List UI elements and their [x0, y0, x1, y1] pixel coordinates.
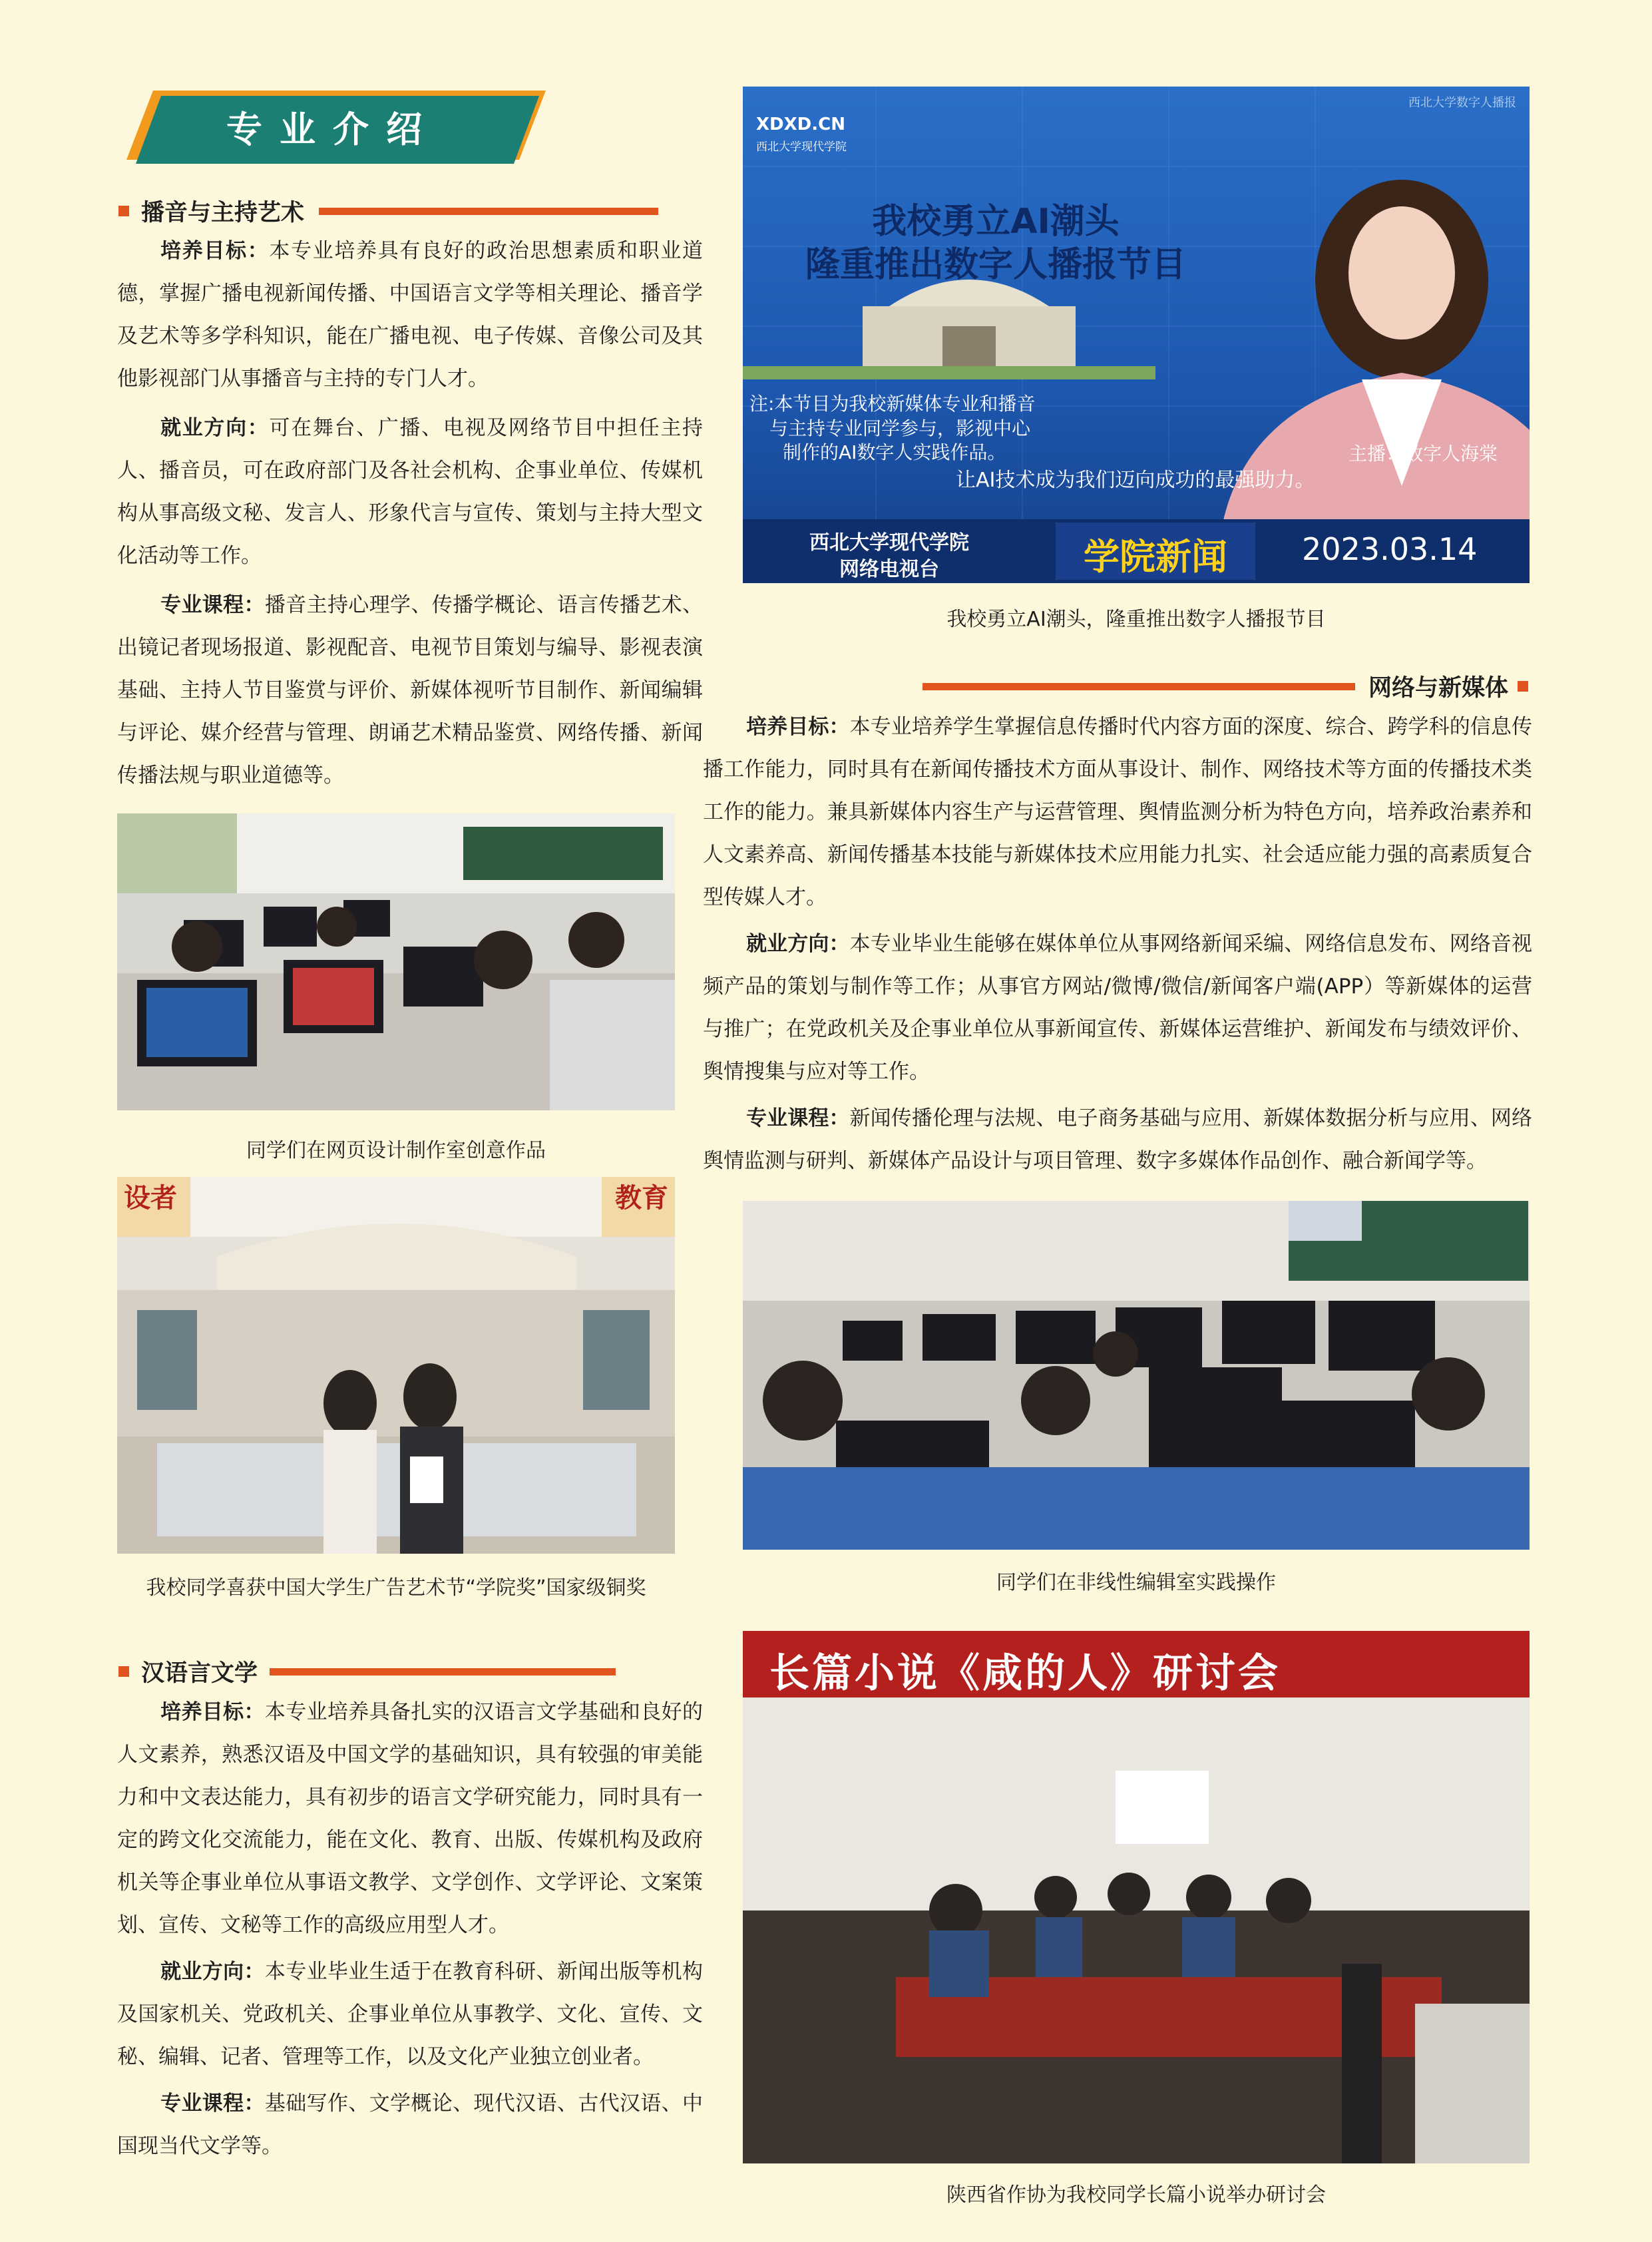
section-title-chinese: [118, 1655, 616, 1688]
square-bullet-icon: [1518, 681, 1528, 692]
photo-banner-left: 设者: [124, 1183, 177, 1214]
photo-ai-anchor: [743, 87, 1530, 583]
label: 就业方向：: [746, 932, 850, 956]
body: 本专业培养具备扎实的汉语言文学基础和良好的人文素养，熟悉汉语及中国文学的基础知识，具有较强的审美能力和中文表达能力，具有初步的语言文学研究能力，同时具有一定的跨文化交流能力，能在文化、教育、出版、传媒机构及政府机关等企事业单位从事语文教学、文学创作、文学评论、文案策划、宣传、文秘等工作的高级应用型人才。: [117, 1700, 703, 1937]
tv-background-graphic: [743, 87, 1530, 583]
tv-headline-1: 我校勇立AI潮头: [872, 202, 1120, 242]
tv-station-1: 西北大学现代学院: [809, 531, 969, 555]
square-bullet-icon: [118, 206, 129, 216]
tv-note-4: 让AI技术成为我们迈向成功的最强助力。: [956, 469, 1315, 492]
tv-logo: XDXD.CN: [756, 114, 845, 134]
label: 专业课程：: [746, 1106, 850, 1130]
newmedia-text: [703, 706, 1532, 1182]
award-scene-graphic: [117, 1177, 675, 1554]
square-bullet-icon: [118, 1666, 129, 1677]
broadcast-goal: [117, 230, 703, 400]
section-title-text: 播音与主持艺术: [141, 200, 305, 226]
body: 新闻传播伦理与法规、电子商务基础与应用、新媒体数据分析与应用、网络舆情监测与研判、新媒体产品设计与项目管理、数字多媒体作品创作、融合新闻学等。: [703, 1106, 1533, 1173]
chinese-goal: [117, 1691, 703, 1946]
broadcast-career: [117, 407, 703, 577]
tv-headline-2: 隆重推出数字人播报节目: [805, 245, 1186, 285]
body: 可在舞台、广播、电视及网络节目中担任主持人、播音员，可在政府部门及各社会机构、企事业单位、传媒机构从事高级文秘、发言人、形象代言与宣传、策划与主持大型文化活动等工作。: [117, 416, 704, 568]
caption-ai-anchor: 我校勇立AI潮头，隆重推出数字人播报节目: [946, 608, 1326, 631]
body: 本专业毕业生适于在教育科研、新闻出版等机构及国家机关、党政机关、企事业单位从事教学、文化、宣传、文秘、编辑、记者、管理等工作，以及文化产业独立创业者。: [117, 1960, 703, 2069]
caption-award: 我校同学喜获中国大学生广告艺术节“学院奖”国家级铜奖: [146, 1576, 646, 1600]
photo-web-design-lab: [117, 813, 675, 1110]
tv-host: 主播：数字人海棠: [1348, 443, 1498, 465]
newmedia-courses: [703, 1097, 1532, 1182]
label: 就业方向：: [160, 1960, 265, 1984]
newmedia-goal: [703, 706, 1532, 919]
label: 专业课程：: [160, 593, 265, 617]
chinese-text: [117, 1691, 703, 2167]
section-title-broadcast: [118, 194, 658, 228]
banner-title: 专业介绍: [226, 109, 439, 150]
broadcast-text: [117, 230, 703, 797]
photo-banner-right: 教育: [615, 1183, 668, 1214]
section-banner: [120, 91, 546, 164]
caption-seminar: 陕西省作协为我校同学长篇小说举办研讨会: [946, 2183, 1326, 2207]
tv-note-2: 与主持专业同学参与，影视中心: [769, 417, 1031, 439]
body: 本专业培养具有良好的政治思想素质和职业道德，掌握广播电视新闻传播、中国语言文学等相关理论、播音学及艺术等多学科知识，能在广播电视、电子传媒、音像公司及其他影视部门从事播音与主持的专门人才。: [117, 239, 704, 391]
body: 本专业培养学生掌握信息传播时代内容方面的深度、综合、跨学科的信息传播工作能力，同时具有在新闻传播技术方面从事设计、制作、网络技术等方面的传播技术类工作的能力。兼具新媒体内容生产与运营管理、舆情监测分析为特色方向，培养政治素养和人文素养高、新闻传播基本技能与新媒体技术应用能力扎实、社会适应能力强的高素质复合型传媒人才。: [703, 715, 1533, 909]
title-underline-bar: [923, 683, 1355, 690]
photo-editing-lab: [743, 1201, 1530, 1550]
label: 培养目标：: [746, 715, 850, 739]
caption-web-design-lab: 同学们在网页设计制作室创意作品: [246, 1139, 546, 1162]
label: 培养目标：: [160, 1700, 265, 1724]
seminar-scene-graphic: [743, 1631, 1530, 2163]
title-underline-bar: [270, 1668, 616, 1676]
body: 播音主持心理学、传播学概论、语言传播艺术、出镜记者现场报道、影视配音、电视节目策划与编导、影视表演基础、主持人节目鉴赏与评价、新媒体视听节目制作、新闻编辑与评论、媒介经营与管理、朗诵艺术精品鉴赏、网络传播、新闻传播法规与职业道德等。: [117, 593, 703, 787]
tv-note-1: 注:本节目为我校新媒体专业和播音: [749, 393, 1036, 415]
seminar-banner-text: 长篇小说《咸的人》研讨会: [769, 1650, 1281, 1697]
tv-date: 2023.03.14: [1302, 531, 1478, 567]
section-title-text: 网络与新媒体: [1368, 675, 1508, 702]
editing-scene-graphic: [743, 1201, 1530, 1550]
body: 本专业毕业生能够在媒体单位从事网络新闻采编、网络信息发布、网络音视频产品的策划与制作等工作；从事官方网站/微博/微信/新闻客户端(APP）等新媒体的运营与推广；在党政机关及企事业单位从事新闻宣传、新媒体运营维护、新闻发布与绩效评价、舆情搜集与应对等工作。: [703, 932, 1533, 1084]
title-underline-bar: [319, 208, 658, 215]
tv-note-3: 制作的AI数字人实践作品。: [783, 441, 1006, 463]
caption-editing-lab: 同学们在非线性编辑室实践操作: [996, 1571, 1276, 1594]
newmedia-career: [703, 923, 1532, 1093]
tv-news-label: 学院新闻: [1084, 536, 1227, 578]
tv-station-2: 网络电视台: [839, 558, 939, 581]
chinese-courses: [117, 2082, 703, 2167]
label: 专业课程：: [160, 2092, 265, 2116]
tv-logo-sub: 西北大学现代学院: [756, 140, 847, 154]
label: 培养目标：: [160, 239, 270, 263]
photo-seminar: [743, 1631, 1530, 2163]
broadcast-courses: [117, 584, 703, 797]
chinese-career: [117, 1950, 703, 2078]
photo-award: [117, 1177, 675, 1554]
section-title-text: 汉语言文学: [141, 1660, 258, 1687]
tv-corner-text: 西北大学数字人播报: [1408, 96, 1516, 110]
body: 基础写作、文学概论、现代汉语、古代汉语、中国现当代文学等。: [117, 2092, 703, 2158]
section-title-newmedia: [923, 670, 1528, 703]
label: 就业方向：: [160, 416, 270, 440]
lab-scene-graphic: [117, 813, 675, 1110]
